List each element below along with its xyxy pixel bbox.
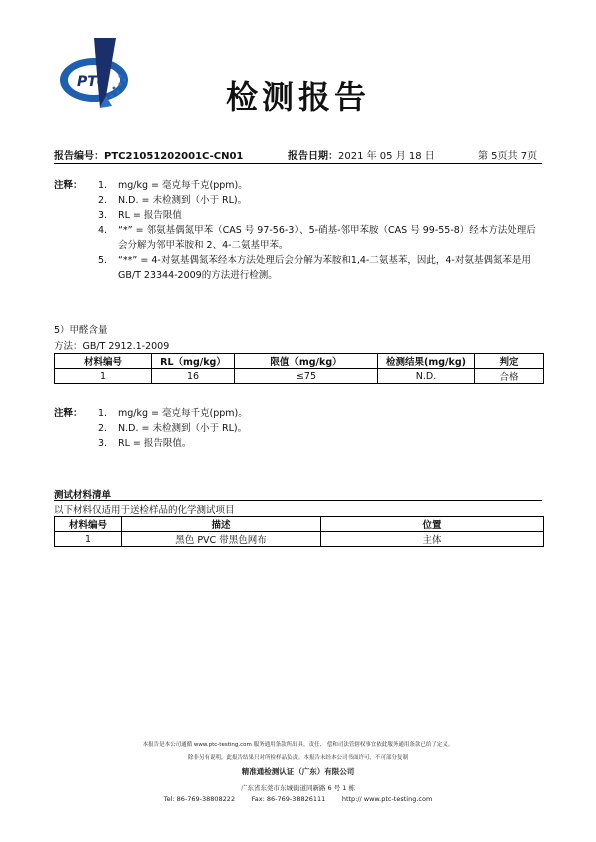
table-cell: 黑色 PVC 带黑色网布 [122, 532, 321, 547]
note-item [54, 193, 542, 208]
report-number [54, 147, 243, 162]
note-text: RL = 报告限值。 [118, 438, 192, 449]
note-text: mg/kg = 毫克每千克(ppm)。 [118, 180, 248, 191]
note-text: mg/kg = 毫克每千克(ppm)。 [118, 408, 248, 419]
note-number: 2. [98, 423, 108, 434]
materials-heading: 测试材料清单 [54, 490, 112, 501]
footer-company: 精准通检测认证（广东）有限公司 [241, 767, 355, 776]
test-method: 方法：GB/T 2912.1-2009 [54, 341, 170, 352]
column-header: 描述 [122, 517, 321, 532]
footer-terms: 本报告是本公司通循 www.ptc-testing.com 服务通用条款所出具。责任、 偿和司法管辖权事宜依此服务通用条款已给了定义。 [142, 742, 454, 748]
note-item [54, 178, 542, 193]
note-number: 1. [98, 180, 108, 191]
note-item [54, 436, 542, 451]
note-item [54, 208, 542, 223]
column-header: RL（mg/kg） [152, 354, 235, 369]
section-heading: 5）甲醛含量 [54, 325, 108, 336]
report-title: 检测报告 [225, 78, 370, 116]
notes-label: 注释： [54, 408, 83, 419]
materials-divider [54, 500, 542, 501]
column-header: 材料编号 [55, 517, 122, 532]
note-number: 5. [98, 255, 108, 266]
footer-disclaimer: 除非另有说明，此报告结果只对所检样品负责。本报告未经本公司书面许可，不可部分复制 [187, 755, 408, 761]
note-text: N.D. = 未检测到（小于 RL)。 [118, 423, 248, 434]
table-cell: N.D. [378, 369, 475, 384]
table-cell: 1 [55, 369, 152, 384]
notes-block-2 [54, 406, 542, 451]
note-text: “**” = 4-对氨基偶氮苯经本方法处理后会分解为苯胺和1,4-二氨基苯，因此，4-对氨基偶氮苯是用GB/T 23344-2009的方法进行检测。 [118, 255, 531, 281]
column-header: 材料编号 [55, 354, 152, 369]
formaldehyde-table [54, 353, 544, 384]
report-date-label: 报告日期： [288, 151, 338, 162]
note-number: 4. [98, 225, 108, 236]
notes-label: 注释： [54, 180, 83, 191]
table-cell: ≤75 [235, 369, 378, 384]
column-header: 检测结果(mg/kg) [378, 354, 475, 369]
notes-block-1 [54, 178, 542, 283]
table-row [55, 369, 544, 384]
page-indicator: 第 5页共 7页 [478, 151, 538, 162]
logo-text: PTC [76, 74, 108, 90]
table-cell: 1 [55, 532, 122, 547]
table-header-row [55, 354, 544, 369]
note-item [54, 253, 542, 283]
column-header: 限值（mg/kg） [235, 354, 378, 369]
materials-subheading: 以下材料仅适用于送检样品的化学测试项目 [54, 505, 235, 516]
report-number-value: PTC21051202001C-CN01 [104, 151, 244, 162]
table-cell: 主体 [321, 532, 544, 547]
materials-table [54, 516, 544, 547]
note-text: N.D. = 未检测到（小于 RL)。 [118, 195, 248, 206]
table-cell: 合格 [475, 369, 544, 384]
note-item [54, 406, 542, 421]
note-item [54, 421, 542, 436]
note-text: RL = 报告限值 [118, 210, 182, 221]
note-item [54, 223, 542, 253]
table-cell: 16 [152, 369, 235, 384]
report-date-value: 2021 年 05 月 18 日 [338, 151, 435, 162]
table-header-row [55, 517, 544, 532]
column-header: 判定 [475, 354, 544, 369]
report-number-label: 报告编号： [54, 151, 104, 162]
report-date [288, 147, 435, 162]
table-row [55, 532, 544, 547]
note-number: 1. [98, 408, 108, 419]
note-number: 3. [98, 438, 108, 449]
note-text: “*” = 邻氨基偶氮甲苯（CAS 号 97-56-3）、5-硝基-邻甲苯胺（CAS 号 99-55-8）经本方法处理后会分解为邻甲苯胺和 2、4-二氨基甲苯。 [118, 225, 536, 251]
note-number: 3. [98, 210, 108, 221]
note-number: 2. [98, 195, 108, 206]
footer-contact: Tel: 86-769-38808222 Fax: 86-769-38826111 http:// www.ptc-testing.com [163, 795, 433, 803]
footer-address: 广东省东莞市东城街道同新路 6 号 1 栋 [240, 784, 356, 792]
header-divider [54, 163, 542, 164]
column-header: 位置 [321, 517, 544, 532]
